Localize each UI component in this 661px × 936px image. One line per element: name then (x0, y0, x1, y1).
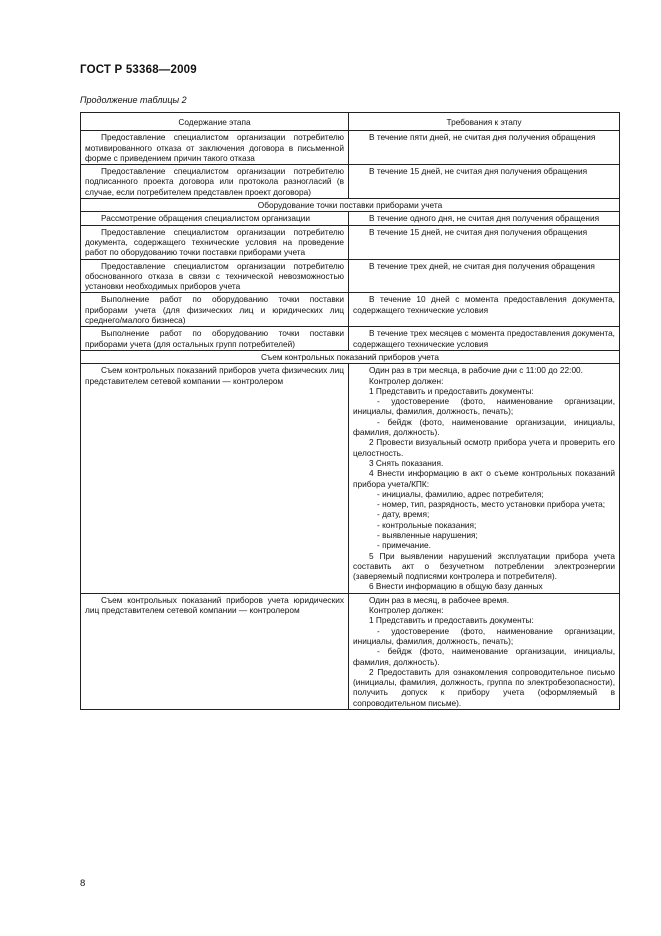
requirement-line: В течение 15 дней, не считая дня получения обращения (369, 226, 588, 237)
stage-cell (81, 225, 349, 259)
table-row (81, 364, 620, 594)
column-header-requirements: Требования к этапу (349, 113, 620, 131)
requirement-line: Один раз в месяц, в рабочее время. (369, 594, 510, 605)
requirement-line: - бейдж (фото, наименование организации, инициалы, фамилия, должность). (353, 416, 615, 438)
requirement-cell (349, 364, 620, 594)
section-header-row (81, 199, 620, 212)
requirement-line: Один раз в три месяца, в рабочие дни с 11:00 до 22:00. (369, 365, 583, 376)
page-number: 8 (80, 878, 86, 889)
stage-text: Предоставление специалистом организации потребителю документа, содержащего технические условия на проведение работ по оборудованию точки поставки приборами учета (85, 226, 344, 258)
stage-cell (81, 364, 349, 594)
stage-text: Предоставление специалистом организации потребителю обоснованного отказа в связи с технической невозможностью установки необходимых приборов учета (85, 260, 344, 292)
requirement-line: В течение 10 дней с момента предоставления документа, содержащего технические условия (353, 294, 615, 315)
requirement-cell (349, 225, 620, 259)
section-title: Оборудование точки поставки приборами учета (81, 199, 620, 212)
column-header-stage: Содержание этапа (81, 113, 349, 131)
requirement-cell (349, 259, 620, 293)
requirement-line: - бейдж (фото, наименование организации, инициалы, фамилия, должность). (353, 646, 615, 667)
stage-text: Выполнение работ по оборудованию точки поставки приборами учета (для физических лиц и юридических лиц среднего/малого бизнеса) (85, 294, 344, 326)
table-row (81, 259, 620, 293)
requirement-line: - контрольные показания; (377, 519, 477, 530)
requirement-line: - дату, время; (377, 509, 430, 520)
stage-cell (81, 259, 349, 293)
requirement-line: - удостоверение (фото, наименование организации, инициалы, фамилия, должность, печать); (353, 625, 615, 646)
requirement-line: В течение трех месяцев с момента предоставления документа, содержащего технические условия (353, 328, 615, 349)
table-row (81, 293, 620, 327)
requirement-line: 6 Внести информацию в общую базу данных (369, 581, 543, 592)
requirement-line: - удостоверение (фото, наименование организации, инициалы, фамилия, должность, печать); (353, 396, 615, 417)
requirement-line: 2 Предоставить для ознакомления сопроводительное письмо (инициалы, фамилия, должность, группа по электробезопасности), получить допуск к прибору учета (оформляемый в сопроводительном письме). (353, 666, 615, 708)
stage-text: Предоставление специалистом организации потребителю подписанного проекта договора или протокола разногласий (в случае, если потребителем представлен проект договора) (85, 166, 344, 197)
table-body (81, 131, 620, 710)
stage-text: Рассмотрение обращения специалистом организации (101, 213, 310, 224)
table-row (81, 593, 620, 709)
requirement-line: 1 Представить и предоставить документы: (369, 615, 534, 626)
requirement-line: - примечание. (377, 540, 431, 551)
table-row (81, 327, 620, 351)
requirements-table (80, 112, 620, 710)
requirement-line: 4 Внести информацию в акт о съеме контрольных показаний прибора учета/КПК: (353, 468, 615, 489)
requirement-cell (349, 593, 620, 709)
stage-cell (81, 293, 349, 327)
requirement-line: В течение трех дней, не считая дня получения обращения (369, 260, 595, 271)
stage-cell (81, 327, 349, 351)
table-row (81, 225, 620, 259)
requirement-cell (349, 131, 620, 165)
stage-text: Предоставление специалистом организации потребителю мотивированного отказа от заключения договора в письменной форме с приведением причин такого отказа (85, 132, 344, 163)
requirement-line: - номер, тип, разрядность, место установки прибора учета; (377, 499, 606, 510)
table-row (81, 165, 620, 199)
requirement-line: Контролер должен: (369, 375, 444, 386)
document-code: ГОСТ Р 53368—2009 (80, 64, 197, 76)
requirement-line: Контролер должен: (369, 605, 444, 616)
table-row (81, 212, 620, 225)
requirement-line: 1 Представить и предоставить документы: (369, 385, 534, 396)
stage-text: Выполнение работ по оборудованию точки поставки приборами учета (для остальных групп потребителей) (85, 328, 344, 349)
stage-text: Съем контрольных показаний приборов учета юридических лиц представителем сетевой компании — контролером (85, 594, 344, 616)
stage-cell (81, 212, 349, 225)
requirement-cell (349, 165, 620, 199)
stage-cell (81, 131, 349, 165)
requirement-line: 5 При выявлении нарушений эксплуатации прибора учета составить акт о безучетном потреблении электроэнергии (заверяемый подписями контролера и потребителя). (353, 550, 615, 582)
requirement-cell (349, 293, 620, 327)
table-row (81, 131, 620, 165)
requirement-line: 2 Провести визуальный осмотр прибора учета и проверить его целостность. (353, 437, 615, 458)
stage-cell (81, 165, 349, 199)
stage-text: Съем контрольных показаний приборов учета физических лиц представителем сетевой компании — контролером (85, 365, 344, 386)
section-header-row (81, 350, 620, 363)
section-title: Съем контрольных показаний приборов учета (81, 350, 620, 363)
requirement-line: - выявленные нарушения; (377, 529, 478, 540)
requirement-line: В течение 15 дней, не считая дня получения обращения (369, 166, 588, 177)
requirement-cell (349, 327, 620, 351)
requirement-cell (349, 212, 620, 225)
requirement-line: 3 Снять показания. (369, 457, 444, 468)
stage-cell (81, 593, 349, 709)
requirement-line: - инициалы, фамилию, адрес потребителя; (377, 488, 544, 499)
requirement-line: В течение пяти дней, не считая дня получения обращения (369, 132, 596, 143)
requirement-line: В течение одного дня, не считая дня получения обращения (369, 213, 600, 224)
table-continuation-label: Продолжение таблицы 2 (80, 95, 187, 105)
table-header-row (81, 113, 620, 131)
